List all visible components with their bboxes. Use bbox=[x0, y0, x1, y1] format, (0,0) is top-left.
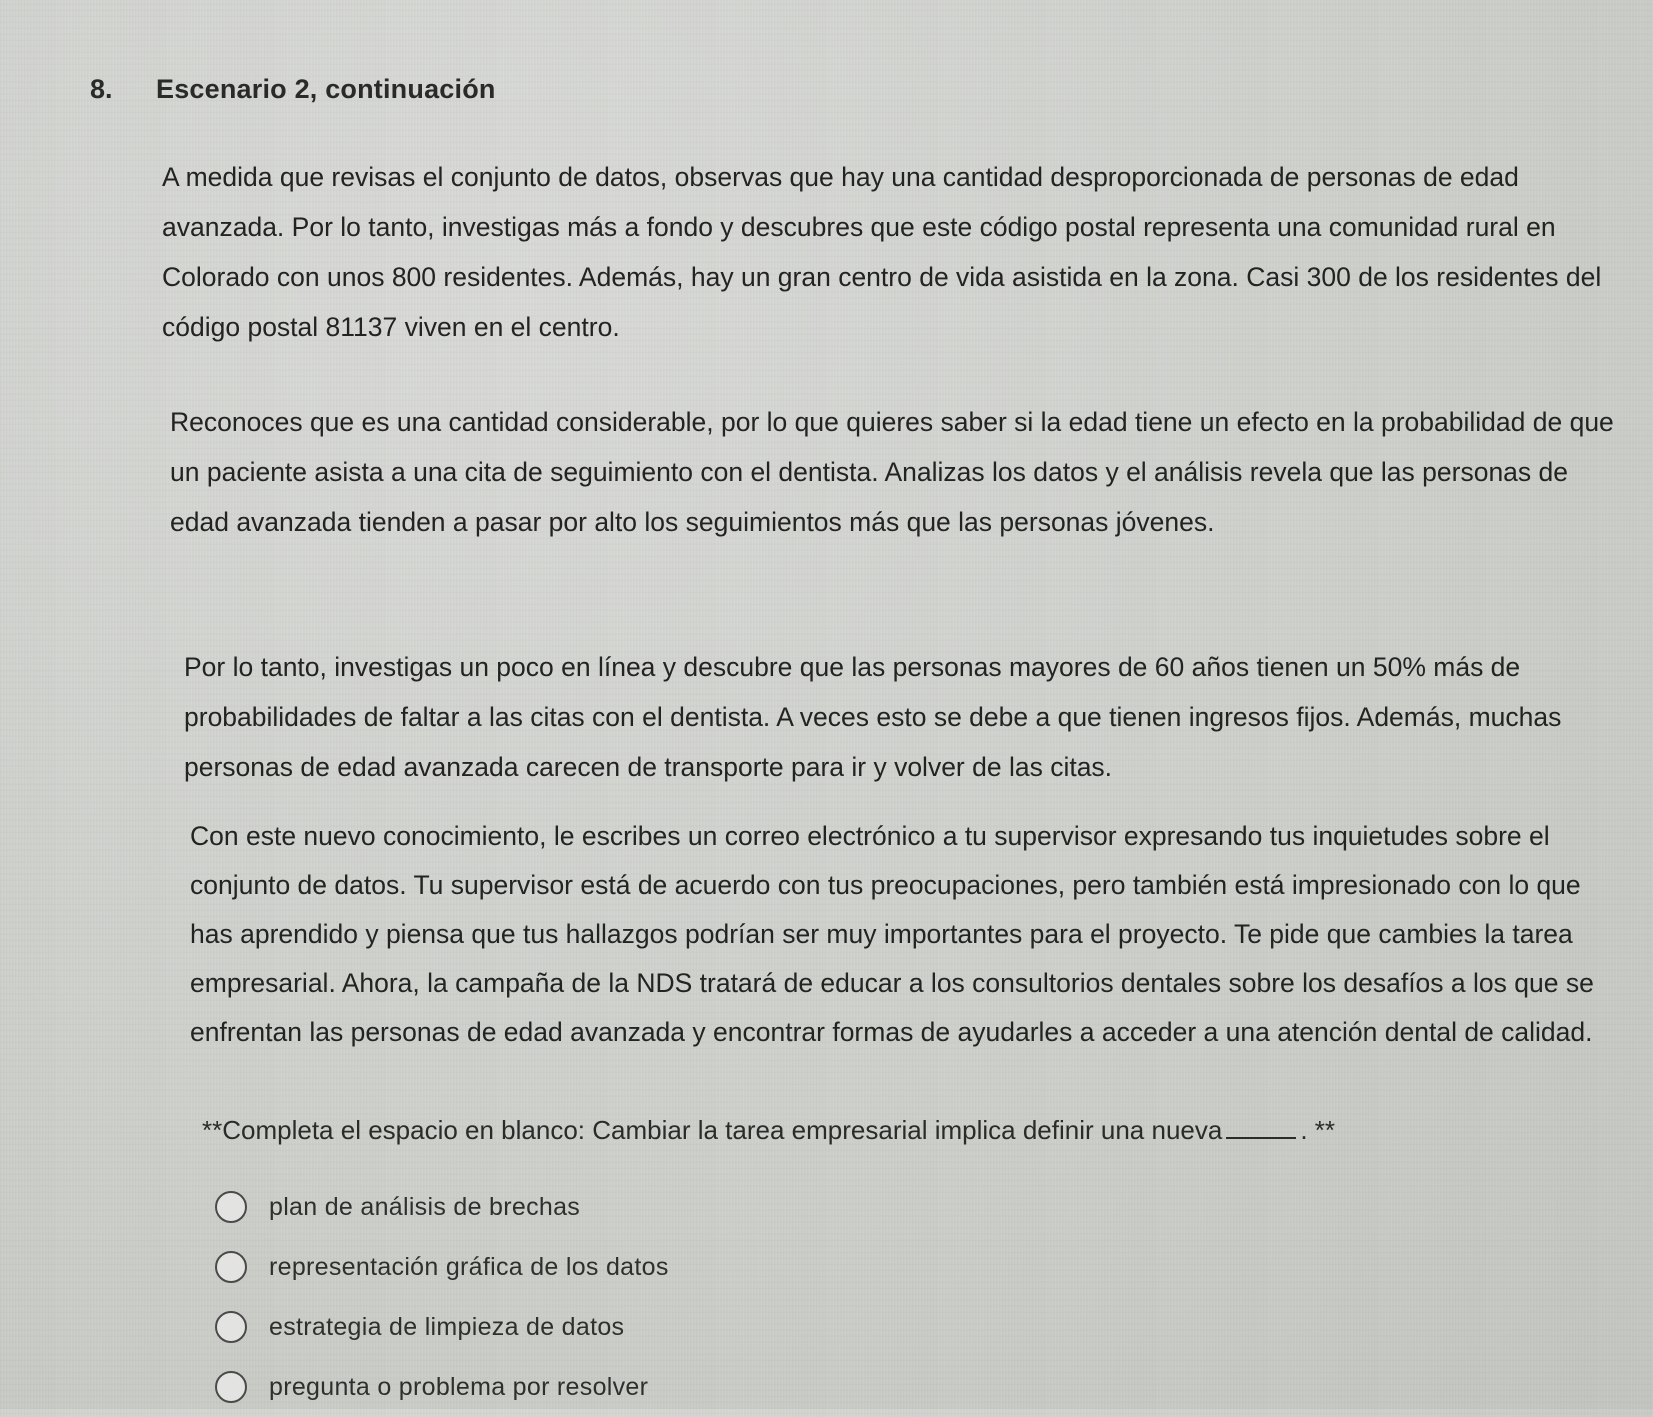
answer-options bbox=[215, 1177, 1215, 1417]
scenario-paragraph: Por lo tanto, investigas un poco en línea y descubre que las personas mayores de 60 años tienen un 50% más de probabilidades de faltar a las citas con el dentista. A veces esto se debe a que tienen ingresos fijos. Además, muchas personas de edad avanzada carecen de transporte para ir y volver de las citas. bbox=[184, 652, 1562, 782]
option-label: pregunta o problema por resolver bbox=[269, 1372, 649, 1401]
option-label: representación gráfica de los datos bbox=[269, 1252, 669, 1281]
question-number: 8. bbox=[90, 74, 113, 104]
fill-in-blank-prompt bbox=[202, 1115, 1622, 1146]
radio-button[interactable] bbox=[215, 1311, 247, 1343]
answer-option[interactable] bbox=[215, 1237, 1215, 1297]
answer-option[interactable] bbox=[215, 1177, 1215, 1237]
question-title: Escenario 2, continuación bbox=[156, 74, 496, 104]
option-label: estrategia de limpieza de datos bbox=[269, 1312, 625, 1341]
radio-button[interactable] bbox=[215, 1371, 247, 1403]
prompt-end: . ** bbox=[1300, 1115, 1336, 1145]
radio-button[interactable] bbox=[215, 1251, 247, 1283]
question-header bbox=[90, 74, 496, 105]
scenario-paragraph: A medida que revisas el conjunto de datos, observas que hay una cantidad desproporcionada de personas de edad avanzada. Por lo tanto, investigas más a fondo y descubres que este código postal representa una comunidad rural en Colorado con unos 800 residentes. Además, hay un gran centro de vida asistida en la zona. Casi 300 de los residentes del código postal 81137 viven en el centro. bbox=[162, 162, 1602, 342]
answer-option[interactable] bbox=[215, 1357, 1215, 1417]
prompt-text: **Completa el espacio en blanco: Cambiar la tarea empresarial implica definir una nueva bbox=[202, 1115, 1223, 1145]
radio-button[interactable] bbox=[215, 1191, 247, 1223]
scenario-paragraph: Con este nuevo conocimiento, le escribes un correo electrónico a tu supervisor expresando tus inquietudes sobre el conjunto de datos. Tu supervisor está de acuerdo con tus preocupaciones, pero también está impresionado con lo que has aprendido y piensa que tus hallazgos podrían ser muy importantes para el proyecto. Te pide que cambies la tarea empresarial. Ahora, la campaña de la NDS tratará de educar a los consultorios dentales sobre los desafíos a los que se enfrentan las personas de edad avanzada y encontrar formas de ayudarles a acceder a una atención dental de calidad. bbox=[190, 821, 1594, 1047]
question-block bbox=[90, 62, 1630, 1401]
answer-option[interactable] bbox=[215, 1297, 1215, 1357]
scenario-paragraph: Reconoces que es una cantidad considerable, por lo que quieres saber si la edad tiene un efecto en la probabilidad de que un paciente asista a una cita de seguimiento con el dentista. Analizas los datos y el análisis revela que las personas de edad avanzada tienden a pasar por alto los seguimientos más que las personas jóvenes. bbox=[170, 407, 1614, 537]
blank-line bbox=[1226, 1119, 1296, 1139]
option-label: plan de análisis de brechas bbox=[269, 1192, 581, 1221]
